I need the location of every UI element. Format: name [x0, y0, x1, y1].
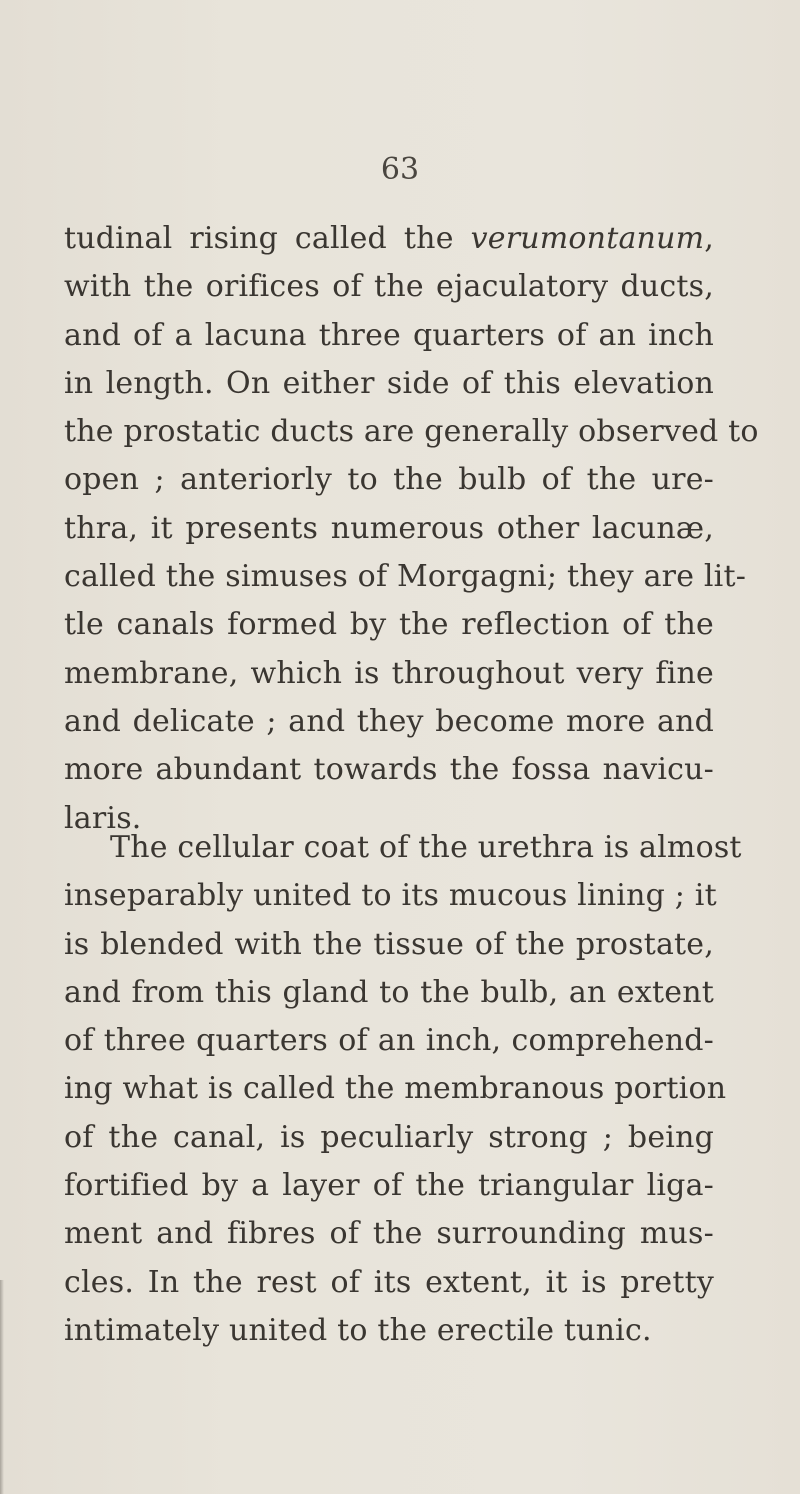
paragraph-1 — [64, 215, 759, 843]
text-line: called the simuses of Morgagni; they are lit- — [64, 559, 747, 595]
text-line: is blended with the tissue of the prostate, — [64, 926, 714, 962]
text-line: with the orifices of the ejaculatory ducts, — [64, 269, 714, 305]
text-line: cles. In the rest of its extent, it is pretty — [64, 1264, 714, 1300]
text-line: in length. On either side of this elevation — [64, 365, 714, 401]
text-line: and of a lacuna three quarters of an inch — [64, 317, 714, 353]
text-line: and from this gland to the bulb, an extent — [64, 974, 714, 1010]
text-line: open ; anteriorly to the bulb of the ure- — [64, 462, 714, 498]
text-line: membrane, which is throughout very fine — [64, 655, 714, 691]
page-number: 63 — [380, 152, 420, 187]
page-edge-shadow — [0, 1280, 4, 1494]
text-line: more abundant towards the fossa navicu- — [64, 752, 714, 788]
text-line: ing what is called the membranous portion — [64, 1071, 727, 1107]
italic-term: verumontanum — [470, 221, 705, 256]
text-line: laris. — [64, 800, 142, 836]
text-line: ment and fibres of the surrounding mus- — [64, 1216, 714, 1252]
text-line: the prostatic ducts are generally observed to — [64, 414, 759, 450]
text-line: of three quarters of an inch, comprehend- — [64, 1023, 714, 1059]
text-line: fortified by a layer of the triangular liga- — [64, 1168, 714, 1204]
text-line: tle canals formed by the reflection of the — [64, 607, 714, 643]
text-line: thra, it presents numerous other lacunæ, — [64, 510, 714, 546]
text-line: of the canal, is peculiarly strong ; being — [64, 1119, 714, 1155]
paragraph-2 — [64, 824, 742, 1355]
text-line: and delicate ; and they become more and — [64, 703, 714, 739]
text-line: tudinal rising called the verumontanum, — [64, 221, 714, 256]
text-line: intimately united to the erectile tunic. — [64, 1312, 652, 1348]
text-line: inseparably united to its mucous lining ; it — [64, 878, 717, 914]
text-line: The cellular coat of the urethra is almost — [110, 830, 742, 865]
